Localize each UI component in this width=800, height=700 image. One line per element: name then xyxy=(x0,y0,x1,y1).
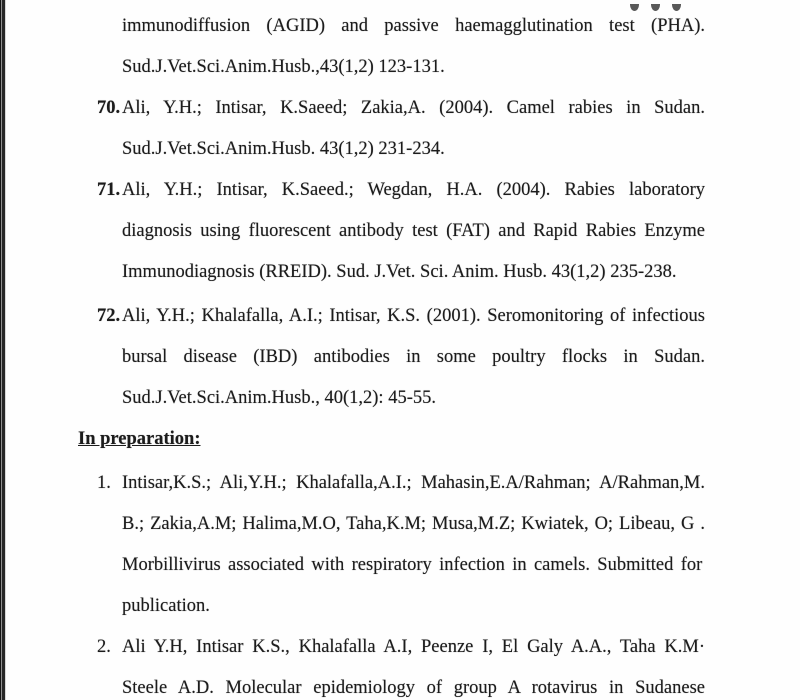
reference-line xyxy=(97,88,705,129)
reference-69-continuation xyxy=(97,6,705,88)
in-preparation-item-2 xyxy=(97,627,705,700)
scan-edge-strip xyxy=(0,0,6,700)
reference-line xyxy=(97,463,705,504)
in-preparation-heading-text: In preparation: xyxy=(78,429,201,449)
reference-line-text: B.; Zakia,A.M; Halima,M.O, Taha,K.M; Musa,M.Z; Kwiatek, O; Libeau, G . xyxy=(122,514,705,534)
reference-line xyxy=(122,252,705,293)
reference-line xyxy=(122,668,705,700)
reference-line xyxy=(97,627,705,668)
reference-number: 70. xyxy=(97,98,121,118)
reference-line-text: Ali, Y.H.; Intisar, K.Saeed.; Wegdan, H.A. (2004). Rabies laboratory xyxy=(122,180,705,200)
reference-line xyxy=(122,378,705,419)
reference-line xyxy=(122,586,705,627)
list-number: 1. xyxy=(97,473,111,493)
list-number: 2. xyxy=(97,637,111,657)
reference-line-text: Ali, Y.H.; Khalafalla, A.I.; Intisar, K.S. (2001). Seromonitoring of infectious xyxy=(122,306,705,326)
reference-line xyxy=(97,170,705,211)
reference-line xyxy=(122,129,705,170)
reference-line-text: publication. xyxy=(122,596,210,616)
reference-line xyxy=(122,211,705,252)
reference-line-text: Sud.J.Vet.Sci.Anim.Husb.,43(1,2) 123-131. xyxy=(122,57,445,77)
reference-line xyxy=(122,47,705,88)
in-preparation-item-1 xyxy=(97,463,705,627)
in-preparation-heading xyxy=(78,419,705,460)
reference-line xyxy=(97,296,705,337)
reference-70 xyxy=(97,88,705,170)
reference-line xyxy=(122,6,705,47)
reference-line-text: diagnosis using fluorescent antibody test (FAT) and Rapid Rabies Enzyme xyxy=(122,221,705,241)
reference-line xyxy=(122,504,705,545)
reference-line-text: immunodiffusion (AGID) and passive haemagglutination test (PHA). xyxy=(122,16,705,36)
reference-71 xyxy=(97,170,705,293)
reference-line-text: Sud.J.Vet.Sci.Anim.Husb. 43(1,2) 231-234. xyxy=(122,139,445,159)
references-text-block xyxy=(78,0,705,700)
reference-line xyxy=(122,545,705,586)
reference-line-text: Ali Y.H, Intisar K.S., Khalafalla A.I, Peenze I, El Galy A.A., Taha K.M· xyxy=(122,637,705,657)
reference-line-text: Sud.J.Vet.Sci.Anim.Husb., 40(1,2): 45-55. xyxy=(122,388,436,408)
reference-number: 71. xyxy=(97,180,121,200)
reference-line-text: Steele A.D. Molecular epidemiology of group A rotavirus in Sudanese xyxy=(122,678,705,698)
reference-line-text: bursal disease (IBD) antibodies in some poultry flocks in Sudan. xyxy=(122,347,705,367)
reference-number: 72. xyxy=(97,306,121,326)
reference-line-text: Morbillivirus associated with respiratory infection in camels. Submitted for xyxy=(122,555,703,575)
reference-72 xyxy=(97,296,705,419)
reference-line xyxy=(122,337,705,378)
reference-line-text: Intisar,K.S.; Ali,Y.H.; Khalafalla,A.I.; Mahasin,E.A/Rahman; A/Rahman,M. xyxy=(122,473,705,493)
reference-line-text: Immunodiagnosis (RREID). Sud. J.Vet. Sci. Anim. Husb. 43(1,2) 235-238. xyxy=(122,262,677,282)
reference-line-text: Ali, Y.H.; Intisar, K.Saeed; Zakia,A. (2004). Camel rabies in Sudan. xyxy=(122,98,705,118)
